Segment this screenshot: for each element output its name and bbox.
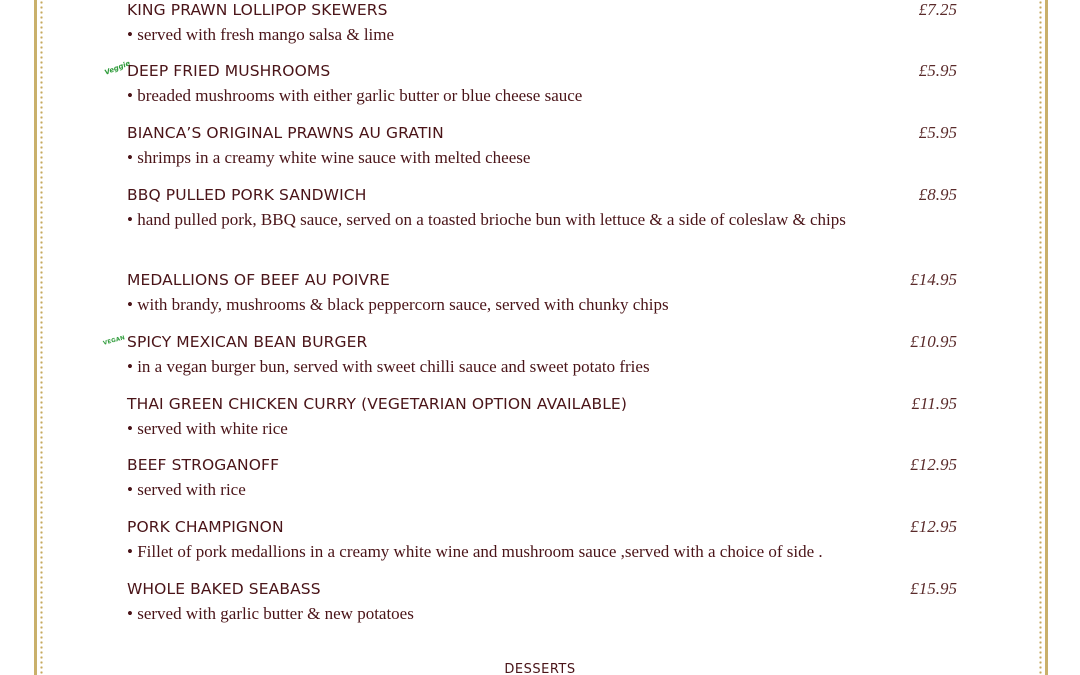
- item-description: • breaded mushrooms with either garlic butter or blue cheese sauce: [127, 86, 583, 105]
- item-description: • hand pulled pork, BBQ sauce, served on a toasted brioche bun with lettuce & a side of coleslaw & chips: [127, 210, 846, 229]
- item-price: £14.95: [910, 270, 957, 289]
- item-name: WHOLE BAKED SEABASS: [127, 580, 321, 598]
- item-name: PORK CHAMPIGNON: [127, 518, 284, 536]
- item-description: • in a vegan burger bun, served with sweet chilli sauce and sweet potato fries: [127, 357, 650, 376]
- section-heading-desserts: DESSERTS: [504, 662, 576, 675]
- right-border-line: [1045, 0, 1048, 675]
- item-price: £7.25: [918, 0, 957, 19]
- item-description: • with brandy, mushrooms & black peppercorn sauce, served with chunky chips: [127, 295, 669, 314]
- item-name: THAI GREEN CHICKEN CURRY (VEGETARIAN OPTION AVAILABLE): [127, 395, 627, 413]
- item-description: • served with white rice: [127, 419, 288, 438]
- item-price: £8.95: [918, 185, 957, 204]
- item-name: BEEF STROGANOFF: [127, 456, 280, 474]
- item-price: £5.95: [918, 61, 957, 80]
- item-name: BBQ PULLED PORK SANDWICH: [127, 186, 367, 204]
- item-name: DEEP FRIED MUSHROOMS: [127, 62, 331, 80]
- item-name: BIANCA’S ORIGINAL PRAWNS AU GRATIN: [127, 124, 444, 142]
- veggie-badge-icon: Veggie: [103, 59, 132, 77]
- item-name: SPICY MEXICAN BEAN BURGER: [127, 333, 368, 351]
- item-price: £5.95: [918, 123, 957, 142]
- vegan-badge-icon: VEGAN: [102, 335, 126, 347]
- left-border-dots: [40, 0, 43, 675]
- item-price: £12.95: [910, 517, 957, 536]
- item-description: • shrimps in a creamy white wine sauce with melted cheese: [127, 148, 531, 167]
- item-description: • served with fresh mango salsa & lime: [127, 25, 395, 44]
- item-price: £15.95: [910, 579, 957, 598]
- item-name: KING PRAWN LOLLIPOP SKEWERS: [127, 1, 388, 19]
- item-price: £11.95: [911, 394, 957, 413]
- item-description: • Fillet of pork medallions in a creamy white wine and mushroom sauce ,served with a choice of side .: [127, 542, 823, 561]
- item-price: £12.95: [910, 455, 957, 474]
- left-border-line: [34, 0, 37, 675]
- item-price: £10.95: [910, 332, 957, 351]
- right-border-dots: [1039, 0, 1042, 675]
- item-description: • served with rice: [127, 480, 246, 499]
- item-description: • served with garlic butter & new potatoes: [127, 604, 414, 623]
- item-name: MEDALLIONS OF BEEF AU POIVRE: [127, 271, 390, 289]
